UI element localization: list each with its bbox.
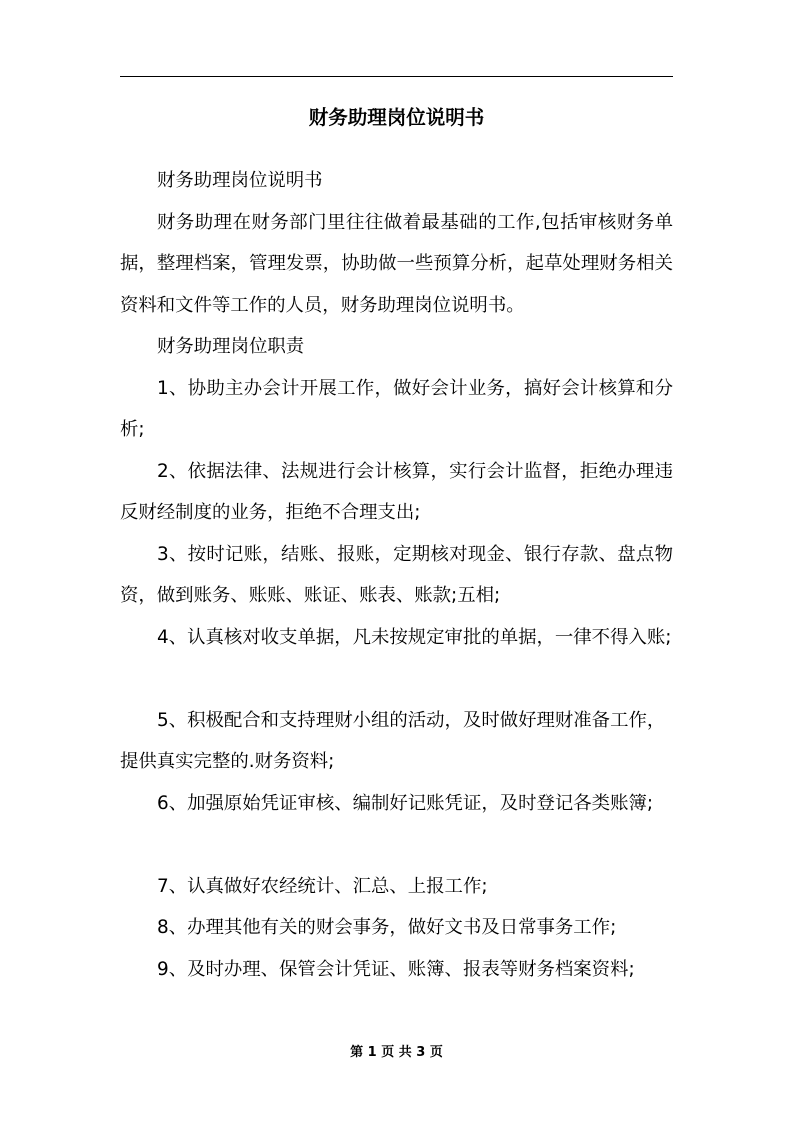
paragraph-heading bbox=[120, 160, 673, 202]
paragraph-line: 资，做到账务、账账、账证、账表、账款;五相; bbox=[120, 585, 501, 606]
paragraph-line: 资料和文件等工作的人员，财务助理岗位说明书。 bbox=[120, 294, 525, 316]
duty-item-5 bbox=[120, 700, 673, 783]
duty-item-1 bbox=[120, 368, 673, 451]
paragraph-line: 7、认真做好农经统计、汇总、上报工作; bbox=[157, 875, 488, 897]
paragraph-line: 8、办理其他有关的财会事务，做好文书及日常事务工作; bbox=[157, 917, 617, 938]
paragraph-line: 财务助理在财务部门里往往做着最基础的工作,包括审核财务单 bbox=[157, 211, 673, 233]
paragraph-line: 提供真实完整的.财务资料; bbox=[120, 751, 335, 772]
paragraph-line: 3、按时记账，结账、报账，定期核对现金、银行存款、盘点物 bbox=[157, 543, 673, 565]
paragraph-duties-heading bbox=[120, 326, 673, 368]
header-rule bbox=[120, 76, 673, 77]
duty-item-7 bbox=[120, 866, 673, 908]
paragraph-line: 1、协助主办会计开展工作，做好会计业务，搞好会计核算和分 bbox=[157, 377, 673, 399]
page-number-footer: 第 1 页 共 3 页 bbox=[350, 1045, 443, 1060]
duty-item-2 bbox=[120, 451, 673, 534]
blank-line bbox=[120, 658, 673, 700]
document-title: 财务助理岗位说明书 bbox=[308, 106, 485, 129]
duty-item-8 bbox=[120, 907, 673, 949]
paragraph-line: 6、加强原始凭证审核、编制好记账凭证，及时登记各类账簿; bbox=[157, 792, 654, 814]
paragraph-intro bbox=[120, 202, 673, 327]
duty-item-4 bbox=[120, 617, 673, 659]
paragraph-line: 财务助理岗位说明书 bbox=[157, 170, 323, 191]
paragraph-line: 5、积极配合和支持理财小组的活动，及时做好理财准备工作， bbox=[157, 709, 666, 731]
blank-line bbox=[120, 824, 673, 866]
paragraph-line: 财务助理岗位职责 bbox=[157, 336, 305, 357]
paragraph-line: 析; bbox=[120, 419, 145, 440]
paragraph-line: 4、认真核对收支单据，凡未按规定审批的单据，一律不得入账; bbox=[157, 626, 672, 648]
paragraph-line: 2、依据法律、法规进行会计核算，实行会计监督，拒绝办理违 bbox=[157, 460, 673, 482]
duty-item-9 bbox=[120, 949, 673, 991]
paragraph-line: 9、及时办理、保管会计凭证、账簿、报表等财务档案资料; bbox=[157, 958, 635, 980]
duty-item-6 bbox=[120, 783, 673, 825]
document-body bbox=[120, 160, 673, 990]
duty-item-3 bbox=[120, 534, 673, 617]
paragraph-line: 据，整理档案，管理发票，协助做一些预算分析，起草处理财务相关 bbox=[120, 253, 673, 274]
paragraph-line: 反财经制度的业务，拒绝不合理支出; bbox=[120, 502, 421, 523]
